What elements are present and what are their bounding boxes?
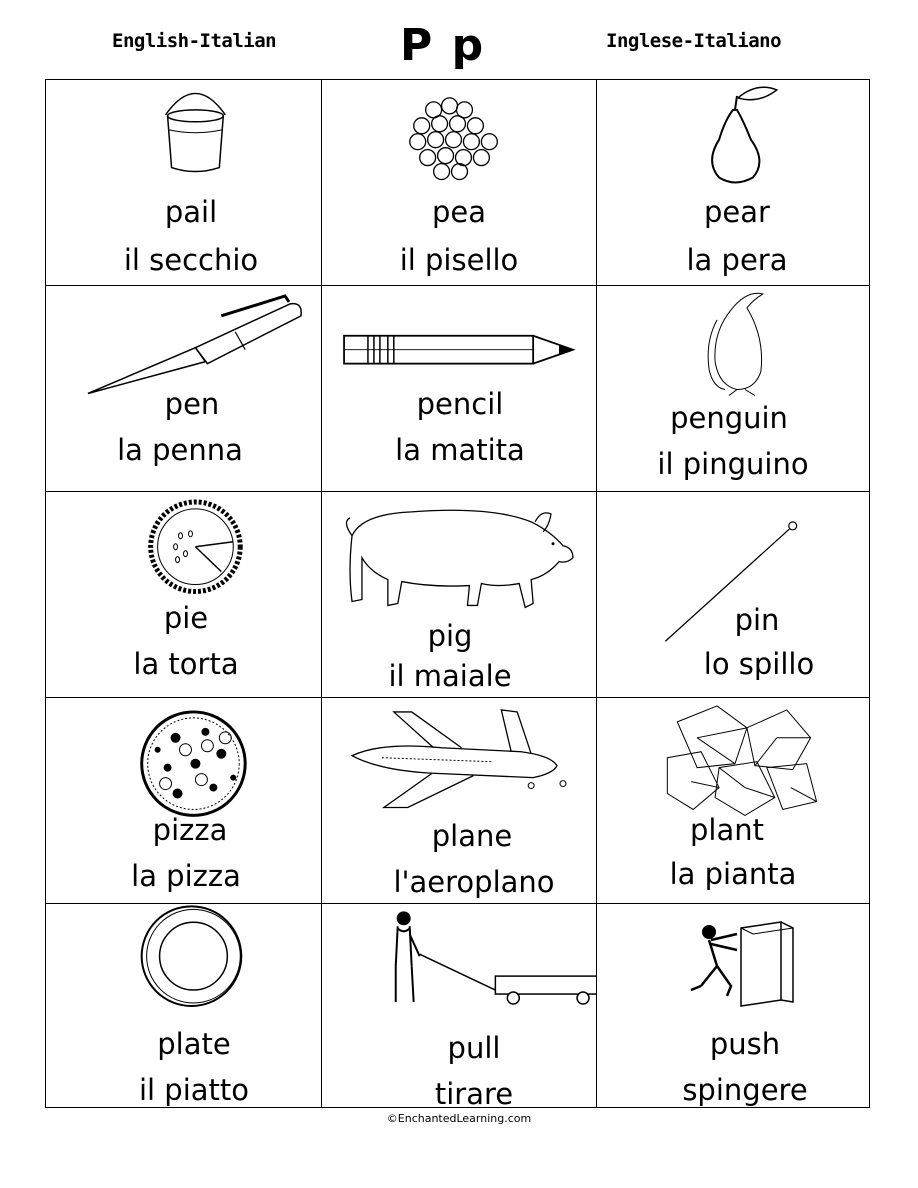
italian-word: il pinguino	[657, 447, 809, 481]
italian-word: tirare	[434, 1077, 514, 1107]
english-word: push	[709, 1027, 781, 1061]
cell-push	[597, 904, 870, 1107]
english-word: pin	[734, 603, 780, 637]
header-right-title: Inglese-Italiano	[606, 30, 782, 52]
vocabulary-grid	[45, 79, 870, 1108]
english-word: pull	[447, 1031, 501, 1065]
cell-pail	[46, 80, 322, 286]
italian-word: spingere	[682, 1073, 808, 1107]
cell-pig	[322, 492, 597, 698]
cell-pencil	[322, 286, 597, 492]
footer-credit: ©EnchantedLearning.com	[386, 1112, 532, 1125]
page-title-letter: P p	[400, 20, 486, 71]
italian-word: l'aeroplano	[393, 865, 555, 899]
cell-pea	[322, 80, 597, 286]
italian-word: la matita	[395, 433, 525, 467]
italian-word: il secchio	[123, 243, 259, 277]
header-left-title: English-Italian	[112, 30, 277, 52]
italian-word: la pera	[686, 243, 788, 277]
cell-pull	[322, 904, 597, 1107]
cell-plant	[597, 698, 870, 904]
italian-word: il piatto	[138, 1073, 250, 1107]
cell-pen	[46, 286, 322, 492]
italian-word: la pizza	[131, 859, 241, 893]
italian-word: lo spillo	[703, 647, 815, 681]
cell-pin	[597, 492, 870, 698]
italian-word: la penna	[117, 433, 243, 467]
english-word: plane	[431, 819, 513, 853]
english-word: pen	[164, 387, 220, 421]
cell-pie	[46, 492, 322, 698]
italian-word: la torta	[133, 647, 239, 681]
cell-pizza	[46, 698, 322, 904]
italian-word: la pianta	[669, 857, 797, 891]
english-word: plant	[690, 813, 764, 847]
english-word: penguin	[670, 401, 788, 435]
english-word: pail	[164, 195, 218, 229]
english-word: pencil	[416, 387, 504, 421]
english-word: pie	[163, 601, 209, 635]
english-word: pea	[431, 195, 487, 229]
english-word: pig	[427, 619, 473, 653]
italian-word: il pisello	[399, 243, 519, 277]
cell-plate	[46, 904, 322, 1107]
english-word: pear	[704, 195, 770, 229]
cell-pear	[597, 80, 870, 286]
cell-penguin	[597, 286, 870, 492]
italian-word: il maiale	[388, 659, 512, 693]
cell-plane	[322, 698, 597, 904]
english-word: pizza	[152, 813, 228, 847]
english-word: plate	[157, 1027, 231, 1061]
